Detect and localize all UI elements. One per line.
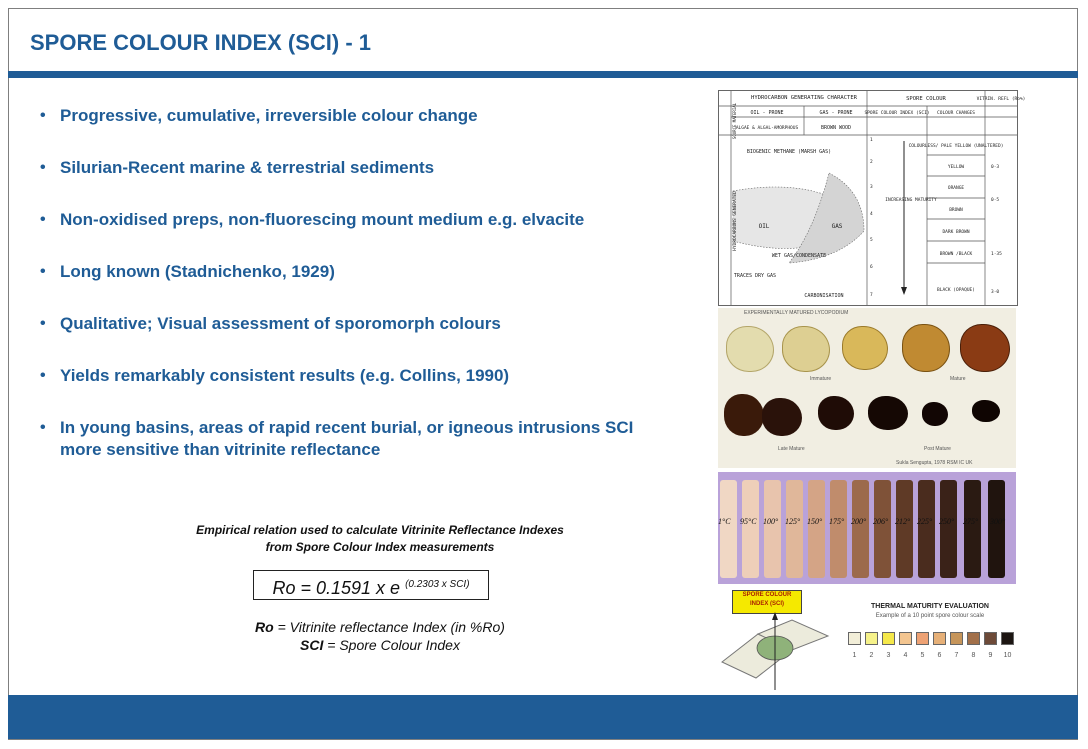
gas-prone-label: GAS - PRONE	[819, 110, 853, 116]
colour-swatch-number: 9	[988, 652, 993, 659]
vial	[742, 480, 759, 578]
colour-2: YELLOW	[947, 165, 965, 170]
colour-3: ORANGE	[947, 186, 965, 191]
vial	[896, 480, 913, 578]
sci-definition: = Spore Colour Index	[323, 637, 460, 653]
spore-image	[782, 326, 830, 372]
colour-swatch	[967, 632, 980, 645]
vial-label: 1°C	[718, 517, 731, 526]
formula-main: Ro = 0.1591 x e	[272, 578, 401, 598]
slide-title: SPORE COLOUR INDEX (SCI) - 1	[30, 30, 372, 55]
vial	[720, 480, 737, 578]
colour-swatch	[899, 632, 912, 645]
colour-4: BROWN	[949, 208, 963, 213]
traces-label: TRACES DRY GAS	[733, 273, 777, 279]
sci-number-6: 6	[870, 265, 873, 270]
colour-swatch	[933, 632, 946, 645]
sci-number-3: 3	[870, 185, 873, 190]
vial-label: 250°	[939, 517, 955, 526]
vial	[874, 480, 891, 578]
vial-label: 125°	[785, 517, 801, 526]
late-mature-label: Late Mature	[778, 446, 805, 452]
refl-2: 0·5	[991, 198, 1000, 203]
colour-5: DARK BROWN	[942, 230, 970, 235]
spore-photo-header: EXPERIMENTALLY MATURED LYCOPODIUM	[744, 310, 849, 316]
colour-swatch-number: 10	[1003, 652, 1012, 659]
vial-label: 95°C	[740, 517, 757, 526]
increasing-maturity-label: INCREASING MATURITY	[885, 198, 937, 203]
empirical-caption	[150, 522, 610, 556]
colour-swatch-number: 4	[903, 652, 908, 659]
immature-label: Immature	[810, 376, 832, 382]
colour-swatch-number: 1	[852, 652, 857, 659]
vial	[852, 480, 869, 578]
formula-exponent: (0.2303 x SCI)	[405, 579, 470, 590]
sci-number-1: 1	[870, 138, 873, 143]
maturity-table-figure	[718, 90, 1026, 306]
title-underline-bar	[8, 71, 1078, 78]
vial	[764, 480, 781, 578]
vial-label: 212°	[895, 517, 911, 526]
sci-column-label: SPORE COLOUR INDEX (SCI)	[864, 111, 930, 116]
sci-number-7: 7	[870, 293, 873, 298]
spore-image	[762, 398, 802, 436]
maturity-table-drawing	[719, 91, 1026, 305]
refl-1: 0·3	[991, 165, 1000, 170]
bullet-item: • Non-oxidised preps, non-fluorescing mount medium e.g. elvacite	[40, 209, 680, 231]
gas-label: GAS	[831, 223, 843, 230]
vial-label: 206°	[873, 517, 889, 526]
spore-image	[724, 394, 764, 436]
spore-header: SPORE COLOUR	[906, 96, 946, 102]
brown-wood-label: BROWN WOOD	[820, 125, 852, 131]
sci-symbol: SCI	[300, 637, 324, 653]
hc-header: HYDROCARBON GENERATING CHARACTER	[751, 95, 857, 101]
thermal-title: THERMAL MATURITY EVALUATION	[871, 603, 989, 610]
spore-image	[972, 400, 1000, 422]
definition-sci	[150, 636, 610, 654]
colour-7: BLACK (OPAQUE)	[937, 288, 975, 293]
vial-label: 300°	[990, 517, 1006, 526]
colour-swatch-number: 8	[971, 652, 976, 659]
slide-diagram	[718, 612, 838, 692]
post-mature-label: Post Mature	[924, 446, 951, 452]
wet-gas-label: WET GAS/CONDENSATE	[771, 253, 827, 259]
vial	[940, 480, 957, 578]
vial-label: 225°	[917, 517, 933, 526]
colour-6: BROWN /BLACK	[939, 252, 973, 257]
spore-image	[902, 324, 950, 372]
algae-label: ALGAE & ALGAL-AMORPHOUS	[735, 126, 799, 131]
sci-number-5: 5	[870, 238, 873, 243]
vials-photo	[718, 472, 1016, 584]
colour-swatch	[916, 632, 929, 645]
colour-swatch	[984, 632, 997, 645]
vial	[786, 480, 803, 578]
lycopodium-photo	[718, 308, 1016, 468]
colour-swatch	[848, 632, 861, 645]
carbonisation-label: CARBONISATION	[804, 293, 844, 299]
vitrin-header: VITRIN. REFL (Ro%)	[976, 97, 1026, 102]
ro-symbol: Ro	[255, 619, 274, 635]
biogenic-label: BIOGENIC METHANE (MARSH GAS)	[746, 149, 832, 155]
vial-label: 100°	[763, 517, 779, 526]
bullet-item: • Silurian-Recent marine & terrestrial sediments	[40, 157, 680, 179]
colour-changes-label: COLOUR CHANGES	[937, 111, 975, 116]
bullet-item: • Progressive, cumulative, irreversible colour change	[40, 105, 680, 127]
thermal-subtitle: Example of a 10 point spore colour scale	[875, 613, 985, 619]
vial	[988, 480, 1005, 578]
empirical-line-1: Empirical relation used to calculate Vitrinite Reflectance Indexes	[196, 523, 564, 537]
refl-3: 1·35	[991, 252, 1002, 257]
colour-swatch-number: 3	[886, 652, 891, 659]
bullet-item: • In young basins, areas of rapid recent burial, or igneous intrusions SCI more sensitive than vitrinite reflectance	[40, 417, 670, 461]
mature-label: Mature	[950, 376, 966, 382]
spore-image	[960, 324, 1010, 372]
oil-prone-label: OIL - PRONE	[750, 110, 784, 116]
definitions	[150, 618, 610, 654]
hc-generated-label: HYDROCARBONS GENERATED	[733, 191, 738, 251]
colour-swatch	[865, 632, 878, 645]
oil-label: OIL	[758, 223, 770, 230]
spore-image	[726, 326, 774, 372]
spore-image	[818, 396, 854, 430]
colour-swatch-number: 7	[954, 652, 959, 659]
vial-label: 275°	[963, 517, 979, 526]
bullet-item: • Qualitative; Visual assessment of sporomorph colours	[40, 313, 680, 335]
colour-swatch-number: 6	[937, 652, 942, 659]
colour-1: COLOURLESS/ PALE YELLOW (UNALTERED)	[908, 144, 1004, 149]
ro-definition: = Vitrinite reflectance Index (in %Ro)	[273, 619, 505, 635]
vial	[830, 480, 847, 578]
bullet-item: • Long known (Stadnichenko, 1929)	[40, 261, 680, 283]
vial-label: 200°	[851, 517, 867, 526]
colour-swatch-number: 2	[869, 652, 874, 659]
source-material-label: SOURCE MATERIAL	[732, 102, 737, 140]
footer-bar	[8, 695, 1078, 739]
empirical-line-2: from Spore Colour Index measurements	[265, 540, 495, 554]
vial	[964, 480, 981, 578]
spore-image	[922, 402, 948, 426]
bullet-list	[40, 105, 680, 491]
formula-box	[253, 570, 489, 600]
vial-label: 175°	[829, 517, 845, 526]
colour-swatch	[1001, 632, 1014, 645]
colour-swatch-number: 5	[920, 652, 925, 659]
vial	[918, 480, 935, 578]
spore-image	[868, 396, 908, 430]
colour-swatch	[882, 632, 895, 645]
definition-ro	[150, 618, 610, 636]
bullet-item: • Yields remarkably consistent results (e.g. Collins, 1990)	[40, 365, 680, 387]
spore-photo-credit: Sukla Sengupta, 1978 RSM IC UK	[896, 460, 973, 466]
sci-number-4: 4	[870, 212, 873, 217]
spore-image	[842, 326, 888, 370]
colour-swatch	[950, 632, 963, 645]
sci-number-2: 2	[870, 160, 873, 165]
sci-badge: SPORE COLOUR INDEX (SCI)	[732, 590, 802, 614]
vial	[808, 480, 825, 578]
refl-4: 3·0	[991, 290, 1000, 295]
vial-label: 150°	[807, 517, 823, 526]
